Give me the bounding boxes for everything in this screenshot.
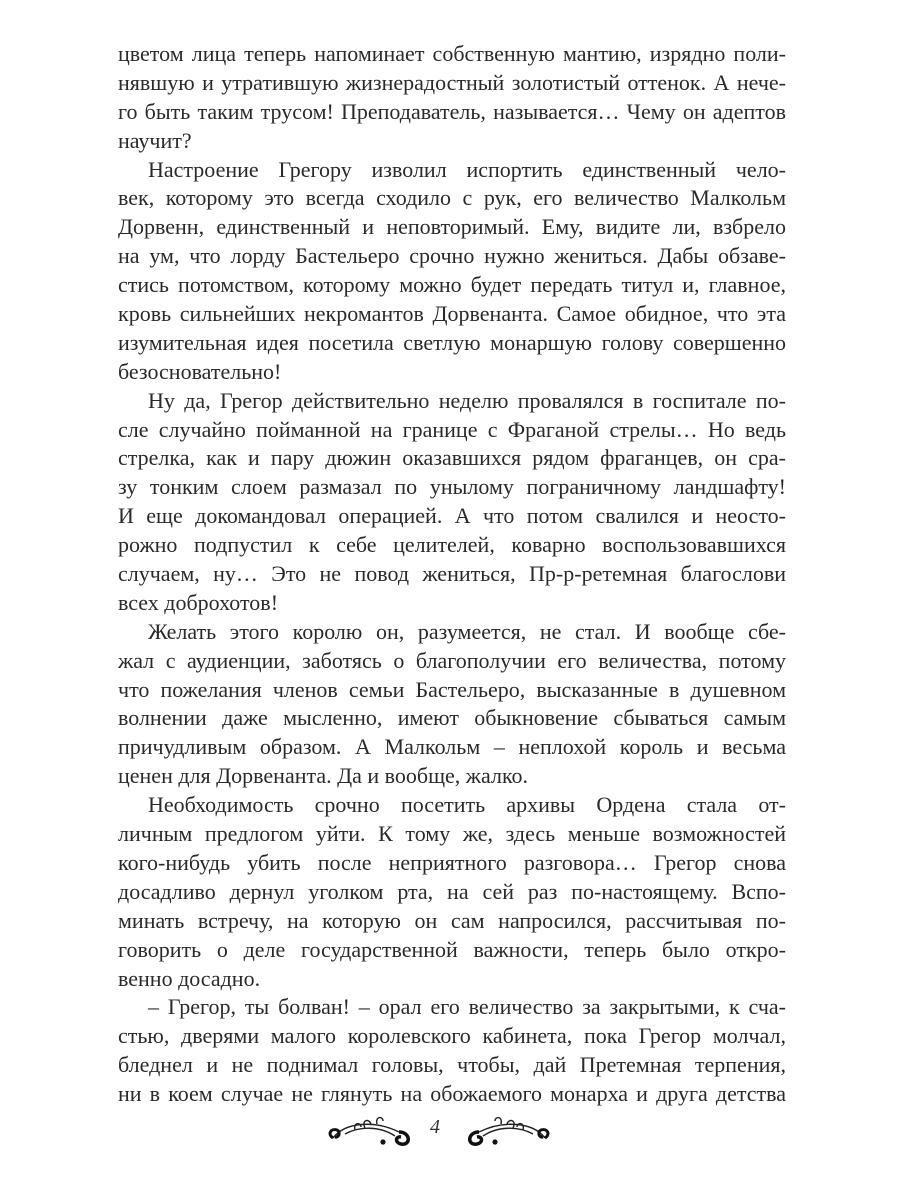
text-line: Желать этого королю он, разумеется, не стал. И вообще сбе- — [148, 618, 786, 644]
text-line: бледнел и не поднимал головы, чтобы, дай Претемная терпения, — [118, 1052, 786, 1078]
text-line: волнении даже мысленно, имеют обыкновение сбываться самым — [118, 705, 786, 731]
text-line: венно досадно. — [118, 965, 261, 991]
text-line: жал с аудиенции, заботясь о благополучии его величества, потому — [118, 647, 786, 673]
text-line: минать встречу, на которую он сам напросился, рассчитывая по- — [118, 907, 786, 933]
page-body — [118, 40, 786, 1109]
text-line: всех доброхотов! — [118, 589, 279, 615]
text-line: кого-нибудь убить после неприятного разговора… Грегор снова — [118, 849, 786, 875]
text-line: досадливо дернул уголком рта, на сей раз по-настоящему. Вспо- — [118, 878, 786, 904]
paragraph — [118, 993, 786, 1109]
text-line: Дорвенн, единственный и неповторимый. Ему, видите ли, взбрело — [118, 214, 786, 240]
text-line: говорить о деле государственной важности, теперь было откро- — [118, 936, 786, 962]
text-line: Настроение Грегору изволил испортить единственный чело- — [148, 156, 786, 182]
right-flourish-ornament-icon — [465, 1112, 553, 1148]
text-line: стью, дверями малого королевского кабинета, пока Грегор молчал, — [118, 1023, 786, 1049]
paragraph — [118, 40, 786, 156]
page-number: 4 — [430, 1116, 440, 1138]
paragraph — [118, 791, 786, 993]
paragraph — [118, 387, 786, 618]
text-line: на ум, что лорду Бастельеро срочно нужно жениться. Дабы обзаве- — [118, 243, 786, 269]
text-line: случаем, ну… Это не повод жениться, Пр-р-ретемная благослови — [118, 561, 786, 587]
text-line: го быть таким трусом! Преподаватель, называется… Чему он адептов — [118, 98, 786, 124]
text-line: – Грегор, ты болван! – орал его величество за закрытыми, к сча- — [148, 994, 786, 1020]
text-line: ни в коем случае не глянуть на обожаемого монарха и друга детства — [118, 1081, 786, 1107]
text-line: зу тонким слоем размазал по унылому пограничному ландшафту! — [118, 474, 786, 500]
text-line: ценен для Дорвенанта. Да и вообще, жалко. — [118, 763, 529, 789]
text-line: сле случайно пойманной на границе с Фраганой стрелы… Но ведь — [118, 416, 786, 442]
text-line: стись потомством, которому можно будет передать титул и, главное, — [118, 272, 786, 298]
text-line: безосновательно! — [118, 358, 282, 384]
text-line: рожно подпустил к себе целителей, коварно воспользовавшихся — [118, 532, 786, 558]
text-line: И еще докомандовал операцией. А что потом свалился и неосто- — [118, 503, 786, 529]
text-line: кровь сильнейших некромантов Дорвенанта. Самое обидное, что эта — [118, 301, 786, 327]
text-line: изумительная идея посетила светлую монаршую голову совершенно — [118, 329, 786, 355]
left-flourish-ornament-icon — [325, 1112, 413, 1148]
text-line: цветом лица теперь напоминает собственную мантию, изрядно поли- — [118, 41, 786, 66]
text-line: Необходимость срочно посетить архивы Ордена стала от- — [148, 792, 786, 818]
text-line: научит? — [118, 127, 192, 153]
page-footer — [0, 1112, 900, 1152]
text-line: личным предлогом уйти. К тому же, здесь меньше возможностей — [118, 821, 786, 847]
paragraph — [118, 156, 786, 387]
text-line: причудливым образом. А Малкольм – неплохой король и весьма — [118, 734, 786, 760]
text-line: век, которому это всегда сходило с рук, его величество Малкольм — [118, 185, 786, 211]
text-line: что пожелания членов семьи Бастельеро, высказанные в душевном — [118, 676, 786, 702]
text-line: нявшую и утратившую жизнерадостный золотистый оттенок. А нече- — [118, 69, 786, 95]
text-line: стрелка, как и пару дюжин оказавшихся рядом фраганцев, он сра- — [118, 445, 786, 471]
text-line: Ну да, Грегор действительно неделю провалялся в госпитале по- — [148, 387, 786, 413]
paragraph — [118, 618, 786, 791]
